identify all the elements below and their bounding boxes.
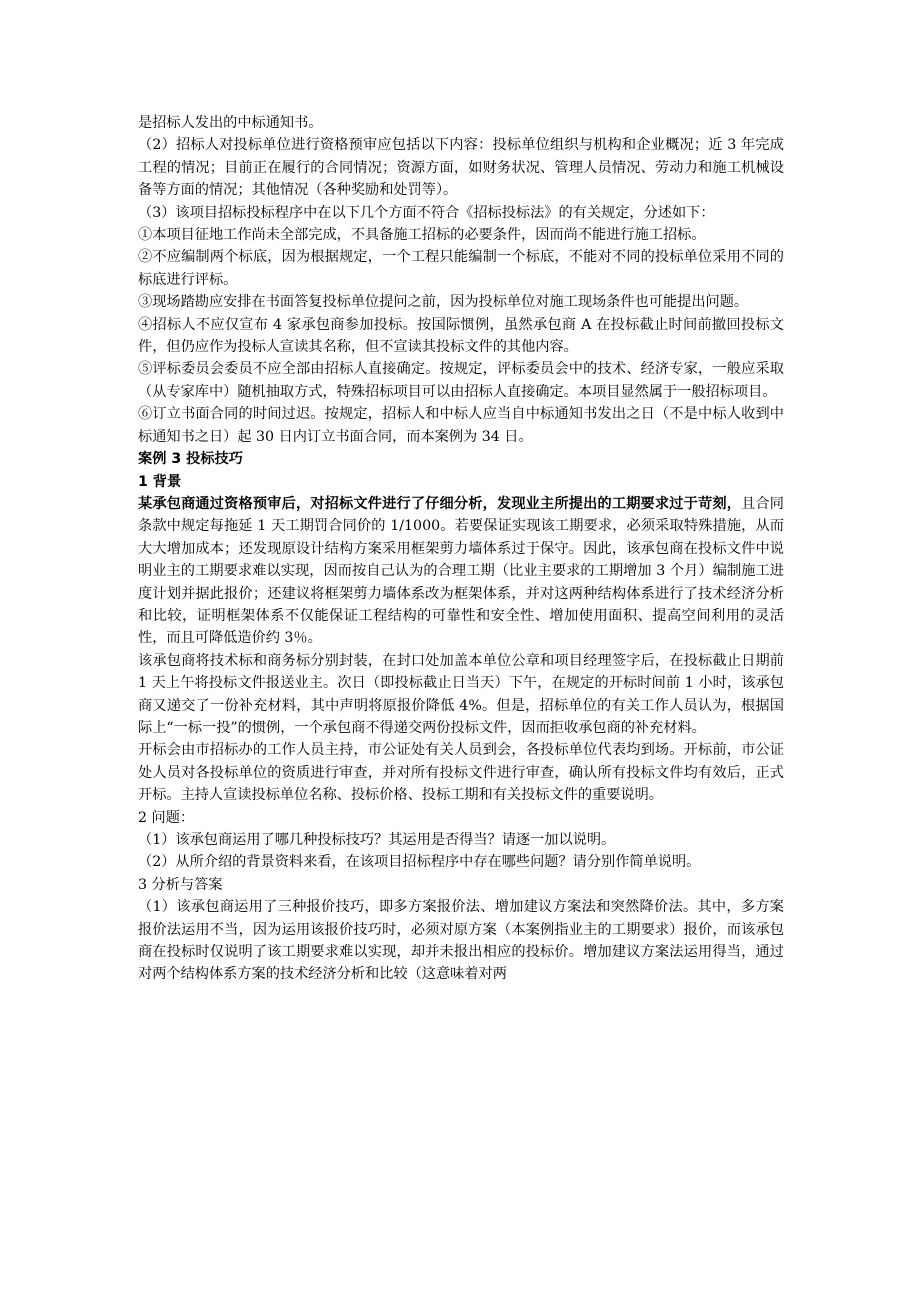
document-page [138,112,784,986]
paragraph-text: 且合同条款中规定每拖延 1 天工期罚合同价的 1/1000。若要保证实现该工期要求，必须采取特殊措施，从而大大增加成本；还发现原设计结构方案采用框架剪力墙体系过于保守。因此，该承包商在投标文件中说明业主的工期要求难以实现，因而按自己认为的合理工期（比业主要求的工期增加 3 个月）编制施工进度计划并据此报价；还建议将框架剪力墙体系改为框架体系，并对这两种结构体系进行了技术经济分析和比较，证明框架体系不仅能保证工程结构的可靠性和安全性、增加使用面积、提高空间利用的灵活性，而且可降低造价约 3％。 [138,495,784,647]
question-item: （2）从所介绍的背景资料来看，在该项目招标程序中存在哪些问题？请分别作简单说明。 [138,854,701,871]
paragraph: ⑥订立书面合同的时间过迟。按规定，招标人和中标人应当自中标通知书发出之日（不是中标人收到中标通知书之日）起 30 日内订立书面合同，而本案例为 34 日。 [138,406,784,445]
section-heading: 案例 3 投标技巧 [138,451,243,468]
paragraph: 开标会由市招标办的工作人员主持，市公证处有关人员到会，各投标单位代表均到场。开标前，市公证处人员对各投标单位的资质进行审查，并对所有投标文件进行审查，确认所有投标文件均有效后，正式开标。主持人宣读投标单位名称、投标价格、投标工期和有关投标文件的重要说明。 [138,742,784,804]
paragraph: ⑤评标委员会委员不应全部由招标人直接确定。按规定，评标委员会中的技术、经济专家，一般应采取（从专家库中）随机抽取方式，特殊招标项目可以由招标人直接确定。本项目显然属于一般招标项目。 [138,361,784,400]
subsection-heading: 3 分析与答案 [138,876,223,893]
paragraph: ①本项目征地工作尚未全部完成，不具备施工招标的必要条件，因而尚不能进行施工招标。 [138,227,706,244]
paragraph: ④招标人不应仅宣布 4 家承包商参加投标。按国际惯例，虽然承包商 A 在投标截止时间前撤回投标文件，但仍应作为投标人宣读其名称，但不宣读其投标文件的其他内容。 [138,316,784,356]
question-item: （1）该承包商运用了哪几种投标技巧？其运用是否得当？请逐一加以说明。 [138,832,616,848]
paragraph: ③现场踏勘应安排在书面答复投标单位提问之前，因为投标单位对施工现场条件也可能提出问题。 [138,294,749,311]
paragraph: （1）该承包商运用了三种报价技巧，即多方案报价法、增加建议方案法和突然降价法。其中，多方案报价法运用不当，因为运用该报价技巧时，必须对原方案（本案例指业主的工期要求）报价，而该承包商在投标时仅说明了该工期要求难以实现，却并未报出相应的投标价。增加建议方案法运用得当，通过对两个结构体系方案的技术经济分析和比较（这意味着对两 [138,899,784,983]
paragraph [138,493,784,650]
paragraph: （3）该项目招标投标程序中在以下几个方面不符合《招标投标法》的有关规定，分述如下： [138,204,715,221]
paragraph: 该承包商将技术标和商务标分别封装，在封口处加盖本单位公章和项目经理签字后，在投标截止日期前 1 天上午将投标文件报送业主。次日（即投标截止日当天）下午，在规定的开标时间前 1 小时，该承包商又递交了一份补充材料，其中声明将原报价降低 4%。但是，招标单位的有关工作人员认为，根据国际上“一标一投”的惯例，一个承包商不得递交两份投标文件，因而拒收承包商的补充材料。 [138,652,784,736]
paragraph: ②不应编制两个标底，因为根据规定，一个工程只能编制一个标底，不能对不同的投标单位采用不同的标底进行评标。 [138,249,784,288]
subsection-heading: 1 背景 [138,473,182,490]
paragraph: （2）招标人对投标单位进行资格预审应包括以下内容：投标单位组织与机构和企业概况；近 3 年完成工程的情况；目前正在履行的合同情况；资源方面，如财务状况、管理人员情况、劳动力和施工机械设备等方面的情况；其他情况（各种奖励和处罚等）。 [138,137,784,199]
subsection-heading: 2 问题： [138,809,195,826]
paragraph: 是招标人发出的中标通知书。 [138,115,323,131]
bold-text: 某承包商通过资格预审后，对招标文件进行了仔细分析，发现业主所提出的工期要求过于苛刻， [138,495,742,512]
